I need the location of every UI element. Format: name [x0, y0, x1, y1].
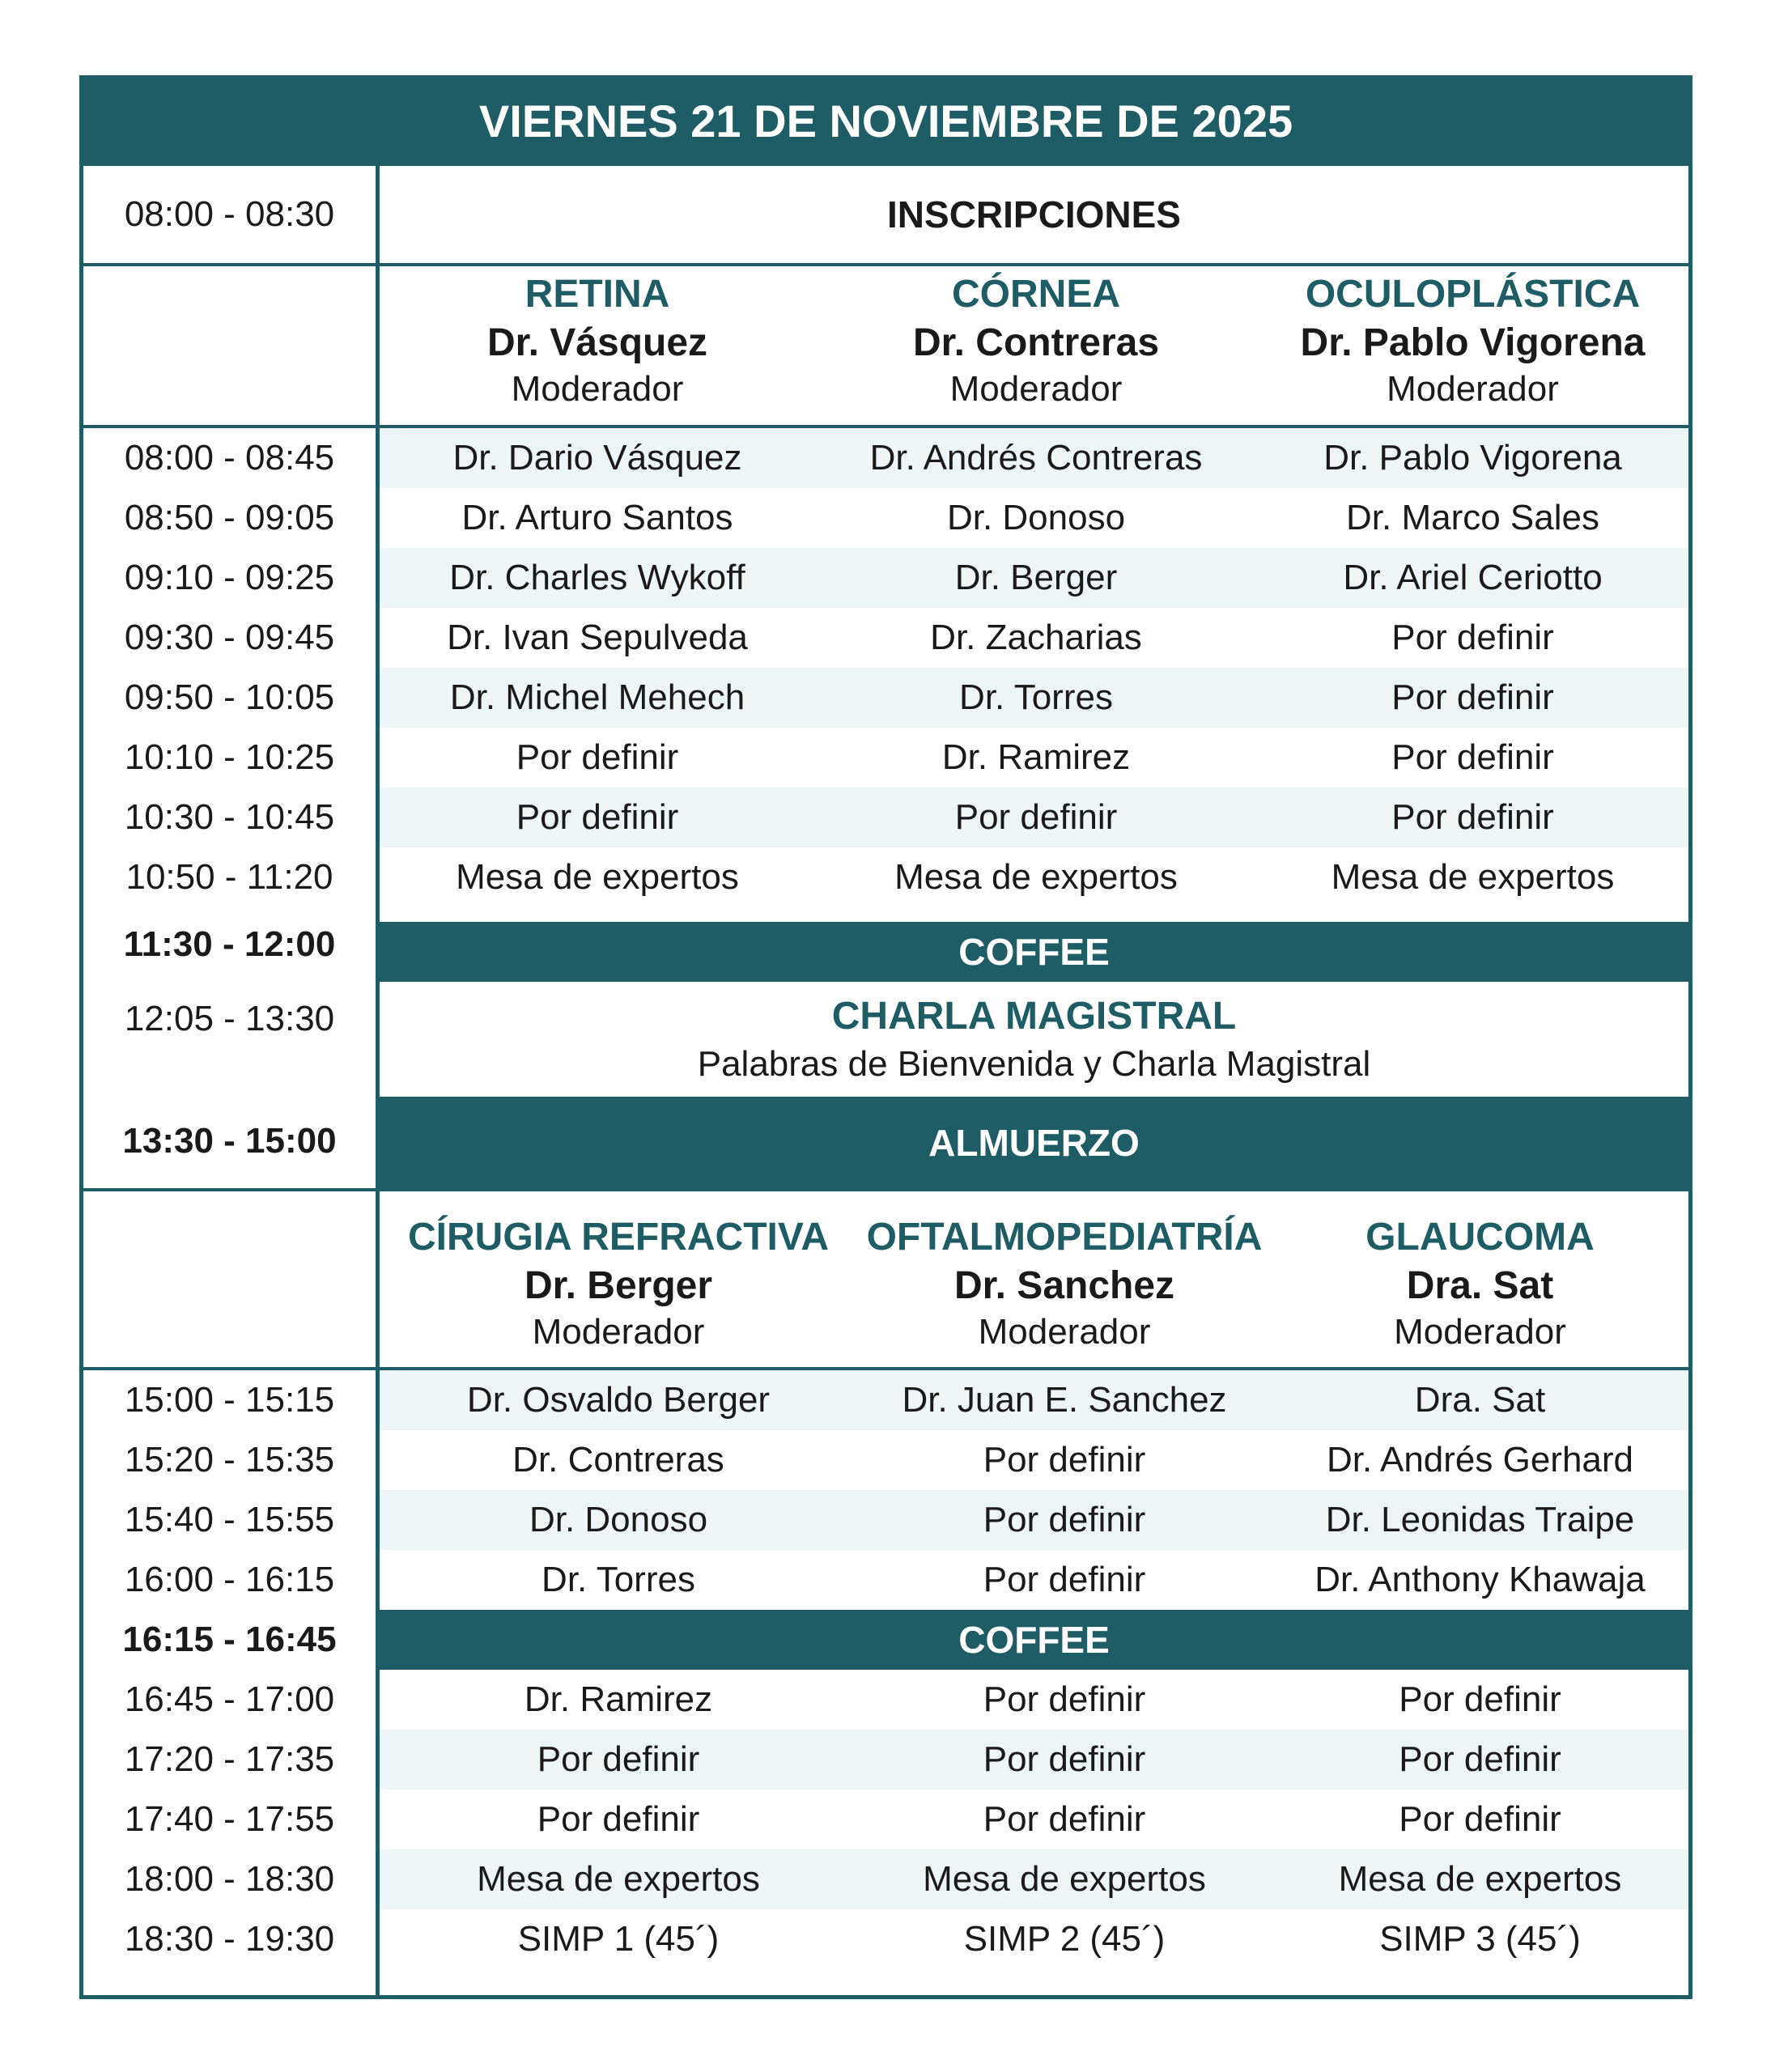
moderator-role: Moderador: [532, 1312, 705, 1352]
slot-time: 17:20 - 17:35: [124, 1739, 335, 1779]
slot-time: 10:30 - 10:45: [124, 797, 335, 837]
moderator-name: Dr. Contreras: [912, 321, 1160, 364]
keynote-subtitle: Palabras de Bienvenida y Charla Magistral: [697, 1044, 1371, 1084]
moderator-role: Moderador: [978, 1312, 1151, 1352]
coffee-time: 11:30 - 12:00: [123, 924, 336, 964]
moderator-role: Moderador: [1394, 1312, 1566, 1352]
slot-speaker: Dr. Ivan Sepulveda: [447, 618, 748, 657]
slot-speaker: Dr. Pablo Vigorena: [1323, 438, 1622, 478]
coffee-time: 16:15 - 16:45: [122, 1620, 337, 1659]
divider: [79, 263, 1692, 266]
slot-speaker: Dr. Leonidas Traipe: [1325, 1500, 1635, 1539]
slot-time: 10:10 - 10:25: [124, 737, 335, 777]
slot-time: 18:30 - 19:30: [124, 1919, 335, 1959]
slot-time: 09:30 - 09:45: [124, 618, 335, 657]
slot-speaker: Por definir: [1391, 737, 1554, 777]
slot-speaker: Mesa de expertos: [1338, 1859, 1622, 1899]
slot-time: 09:50 - 10:05: [124, 677, 335, 717]
slot-speaker: Por definir: [516, 737, 679, 777]
slot-speaker: Por definir: [1391, 677, 1554, 717]
slot-time: 16:45 - 17:00: [124, 1679, 335, 1719]
coffee-break-bar: COFFEE: [380, 1610, 1688, 1670]
slot-speaker: Dr. Ramirez: [524, 1679, 713, 1719]
slot-speaker: Por definir: [1391, 618, 1554, 657]
slot-time: 08:50 - 09:05: [124, 498, 335, 537]
slot-speaker: Por definir: [1391, 797, 1554, 837]
moderator-name: Dr. Vásquez: [486, 321, 708, 364]
slot-speaker: Por definir: [954, 797, 1118, 837]
keynote-block: [380, 982, 1688, 1097]
lunch-time: 13:30 - 15:00: [122, 1121, 337, 1161]
slot-time: 17:40 - 17:55: [124, 1799, 335, 1839]
slot-speaker: Por definir: [537, 1739, 700, 1779]
slot-speaker: Por definir: [983, 1679, 1146, 1719]
slot-speaker: Mesa de expertos: [894, 857, 1178, 897]
moderator-role: Moderador: [1387, 369, 1559, 409]
slot-speaker: Por definir: [516, 797, 679, 837]
slot-time: 15:40 - 15:55: [124, 1500, 335, 1539]
slot-speaker: Mesa de expertos: [1331, 857, 1615, 897]
slot-speaker: Por definir: [1399, 1739, 1561, 1779]
slot-speaker: Por definir: [983, 1739, 1146, 1779]
page-title: VIERNES 21 DE NOVIEMBRE DE 2025: [79, 75, 1692, 166]
specialty-title: CÓRNEA: [951, 273, 1120, 316]
slot-speaker: Mesa de expertos: [477, 1859, 760, 1899]
session-header-retina: [380, 270, 815, 411]
slot-speaker: Por definir: [983, 1500, 1146, 1539]
specialty-title: GLAUCOMA: [1365, 1216, 1595, 1259]
slot-speaker: Dr. Anthony Khawaja: [1314, 1560, 1646, 1599]
slot-time: 10:50 - 11:20: [125, 857, 333, 897]
slot-speaker: Dr. Juan E. Sanchez: [902, 1380, 1227, 1420]
slot-time: 08:00 - 08:45: [124, 438, 335, 478]
session-header-glaucoma: [1272, 1213, 1688, 1354]
slot-speaker: Dr. Contreras: [512, 1440, 724, 1480]
slot-speaker: Dr. Arturo Santos: [461, 498, 733, 537]
slot-speaker: Dr. Andrés Contreras: [869, 438, 1203, 478]
slot-speaker: Por definir: [983, 1560, 1146, 1599]
moderator-name: Dr. Pablo Vigorena: [1300, 321, 1646, 364]
coffee-break-bar: COFFEE: [380, 922, 1688, 982]
slot-speaker: Por definir: [537, 1799, 700, 1839]
moderator-name: Dra. Sat: [1406, 1264, 1554, 1307]
slot-speaker: Por definir: [983, 1799, 1146, 1839]
moderator-name: Dr. Berger: [524, 1264, 713, 1307]
slot-time: 15:00 - 15:15: [124, 1380, 335, 1420]
specialty-title: OFTALMOPEDIATRÍA: [866, 1216, 1263, 1259]
slot-speaker: Dr. Marco Sales: [1346, 498, 1599, 537]
slot-speaker: Dr. Charles Wykoff: [449, 558, 745, 597]
moderator-role: Moderador: [511, 369, 684, 409]
slot-time: 15:20 - 15:35: [124, 1440, 335, 1480]
slot-speaker: Por definir: [1399, 1799, 1561, 1839]
session-header-oculoplastica: [1257, 270, 1688, 411]
slot-speaker: SIMP 2 (45´): [963, 1919, 1166, 1959]
slot-speaker: Dr. Donoso: [946, 498, 1126, 537]
divider: [79, 1188, 1692, 1191]
slot-speaker: Dr. Berger: [954, 558, 1118, 597]
slot-speaker: Dr. Andrés Gerhard: [1326, 1440, 1634, 1480]
slot-speaker: SIMP 1 (45´): [517, 1919, 720, 1959]
keynote-time: 12:05 - 13:30: [124, 999, 335, 1038]
keynote-title: CHARLA MAGISTRAL: [831, 995, 1237, 1038]
slot-speaker: Por definir: [1399, 1679, 1561, 1719]
slot-speaker: Dr. Dario Vásquez: [452, 438, 742, 478]
slot-speaker: Dr. Donoso: [529, 1500, 708, 1539]
slot-speaker: Mesa de expertos: [456, 857, 739, 897]
specialty-title: OCULOPLÁSTICA: [1305, 273, 1641, 316]
slot-speaker: Mesa de expertos: [923, 1859, 1206, 1899]
registration-label: INSCRIPCIONES: [887, 193, 1181, 236]
slot-speaker: Dr. Torres: [541, 1560, 695, 1599]
specialty-title: RETINA: [525, 273, 670, 316]
slot-time: 09:10 - 09:25: [124, 558, 335, 597]
slot-time: 16:00 - 16:15: [124, 1560, 335, 1599]
session-header-oftalmopediatria: [857, 1213, 1272, 1354]
slot-time: 18:00 - 18:30: [124, 1859, 335, 1899]
specialty-title: CÍRUGIA REFRACTIVA: [408, 1216, 829, 1259]
registration-time: 08:00 - 08:30: [124, 194, 335, 234]
lunch-bar: ALMUERZO: [380, 1097, 1688, 1188]
slot-speaker: Dr. Zacharias: [930, 618, 1142, 657]
session-header-cornea: [815, 270, 1257, 411]
slot-speaker: Dr. Michel Mehech: [449, 677, 745, 717]
slot-speaker: SIMP 3 (45´): [1379, 1919, 1581, 1959]
slot-speaker: Por definir: [983, 1440, 1146, 1480]
slot-speaker: Dra. Sat: [1414, 1380, 1546, 1420]
slot-speaker: Dr. Osvaldo Berger: [466, 1380, 771, 1420]
moderator-name: Dr. Sanchez: [953, 1264, 1175, 1307]
slot-speaker: Dr. Ramirez: [941, 737, 1131, 777]
session-header-cirugia-refractiva: [380, 1213, 857, 1354]
slot-speaker: Dr. Ariel Ceriotto: [1343, 558, 1603, 597]
moderator-role: Moderador: [949, 369, 1123, 409]
slot-speaker: Dr. Torres: [959, 677, 1113, 717]
